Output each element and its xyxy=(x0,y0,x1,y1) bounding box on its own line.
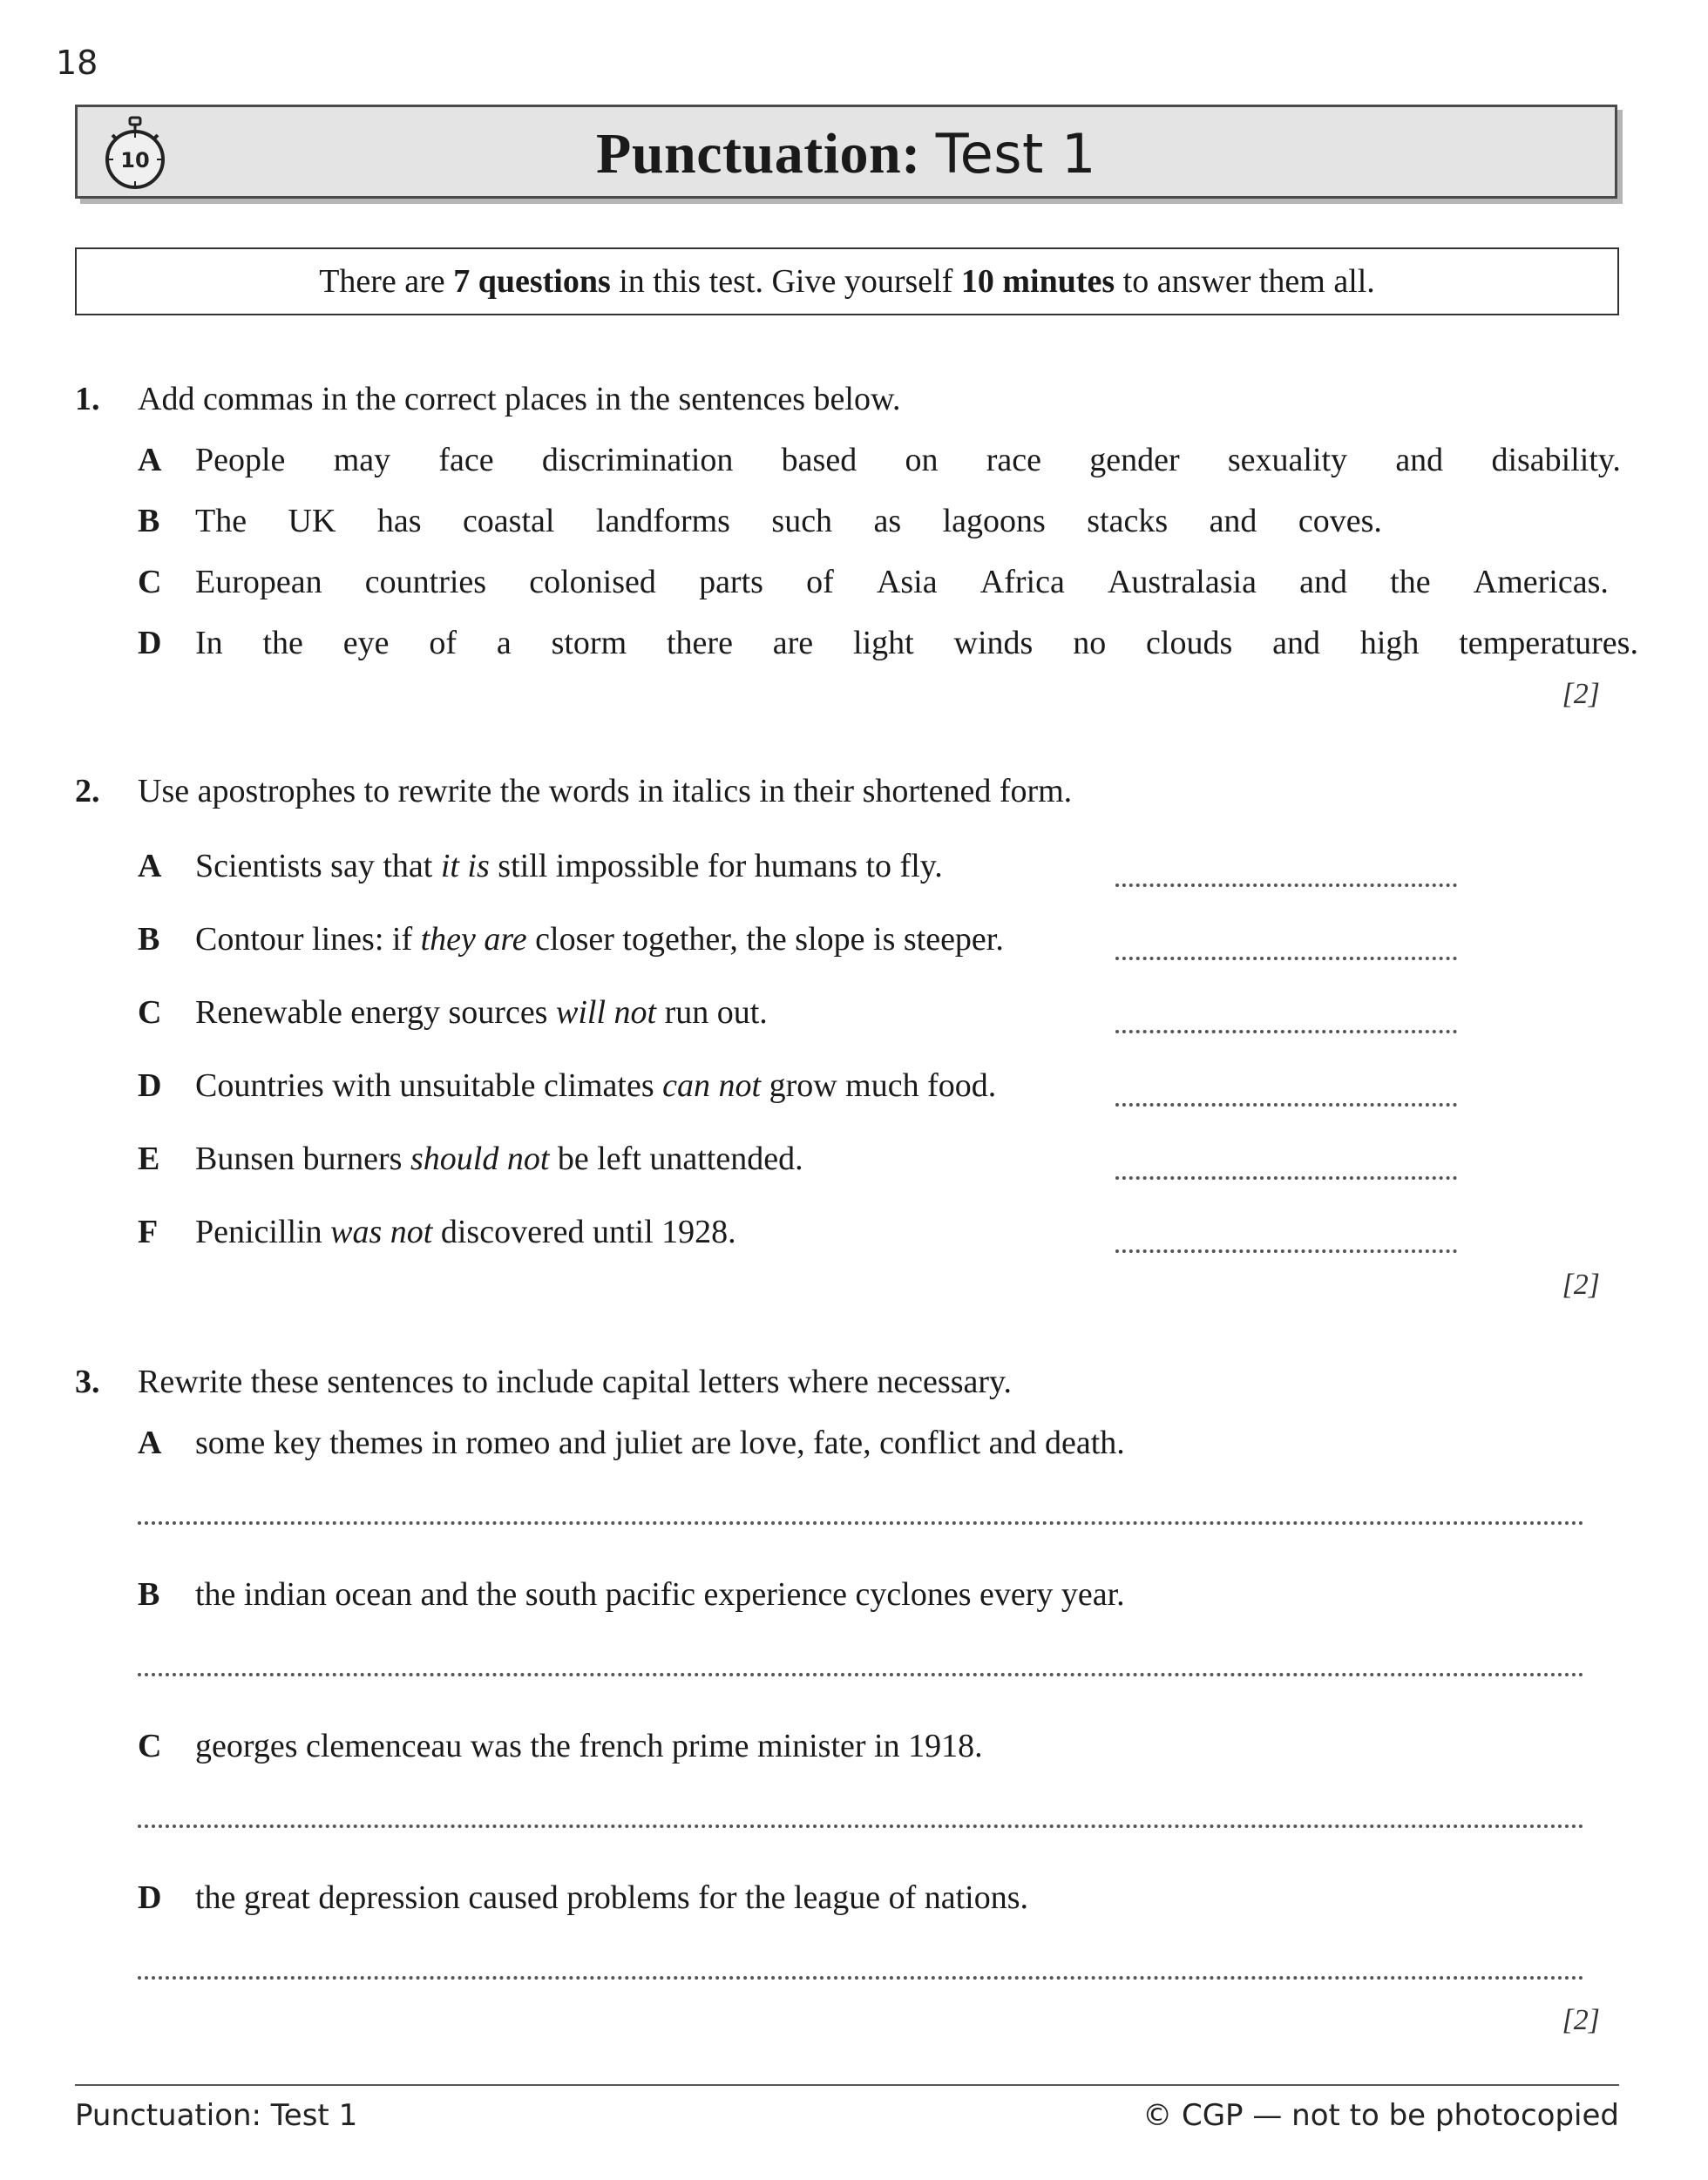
sentence-word: clouds xyxy=(1146,625,1233,661)
sentence-word: a xyxy=(496,625,512,661)
sentence: some key themes in romeo and juliet are love, fate, conflict and death. xyxy=(195,1425,1125,1461)
info-text-2: in this test. Give yourself xyxy=(610,263,961,300)
sentence-word: coves. xyxy=(1298,503,1382,539)
item-letter: B xyxy=(138,921,160,958)
sentence-word: and xyxy=(1272,625,1320,661)
sentence: Scientists say that it is still impossible for humans to fly. xyxy=(195,848,943,884)
sentence-row xyxy=(195,502,1382,540)
footer-copyright: © CGP — not to be photocopied xyxy=(1142,2098,1619,2133)
sentence-word: face xyxy=(438,442,494,478)
answer-line[interactable] xyxy=(138,1521,1584,1525)
sentence-word: the xyxy=(1390,564,1431,600)
question-number: 3. xyxy=(75,1364,100,1400)
instructions-box xyxy=(75,247,1619,315)
answer-line[interactable] xyxy=(1115,1103,1457,1107)
sentence-word: stacks xyxy=(1087,503,1169,539)
sentence-row xyxy=(195,563,1609,601)
page-number: 18 xyxy=(56,44,98,82)
sentence-word: Africa xyxy=(979,564,1065,600)
answer-line[interactable] xyxy=(1115,1030,1457,1033)
item-letter: A xyxy=(138,1425,162,1461)
sentence-word: eye xyxy=(342,625,390,661)
sentence-word: Australasia xyxy=(1107,564,1257,600)
sentence-word: and xyxy=(1209,503,1257,539)
sentence-word: Asia xyxy=(876,564,938,600)
question-prompt: Rewrite these sentences to include capital letters where necessary. xyxy=(138,1364,1013,1400)
title-rest: Test 1 xyxy=(935,122,1096,186)
sentence-word: colonised xyxy=(529,564,656,600)
sentence-word: In xyxy=(195,625,223,661)
question-number: 1. xyxy=(75,381,100,417)
item-letter: B xyxy=(138,503,160,539)
info-text-1: There are xyxy=(319,263,454,300)
answer-line[interactable] xyxy=(138,1673,1584,1676)
title-bold: Punctuation: xyxy=(596,122,921,186)
page-title xyxy=(78,121,1615,187)
sentence-word: European xyxy=(195,564,322,600)
footer-rule xyxy=(75,2084,1619,2086)
item-letter: D xyxy=(138,1879,162,1916)
sentence-word: light xyxy=(853,625,914,661)
info-text-3: to answer them all. xyxy=(1115,263,1375,300)
item-letter: B xyxy=(138,1576,160,1613)
sentence-word: winds xyxy=(953,625,1034,661)
answer-line[interactable] xyxy=(1115,1176,1457,1180)
sentence-word: no xyxy=(1073,625,1107,661)
sentence-word: UK xyxy=(288,503,336,539)
sentence-word: lagoons xyxy=(942,503,1046,539)
sentence-word: there xyxy=(666,625,733,661)
sentence-word: temperatures. xyxy=(1459,625,1638,661)
sentence-word: such xyxy=(771,503,833,539)
sentence-word: the xyxy=(262,625,303,661)
sentence-word: may xyxy=(333,442,391,478)
sentence-word: of xyxy=(429,625,458,661)
timer-label: 10 xyxy=(120,148,150,173)
item-letter: A xyxy=(138,442,162,478)
info-questions: 7 questions xyxy=(453,263,611,300)
answer-line[interactable] xyxy=(1115,884,1457,887)
item-letter: A xyxy=(138,848,162,884)
item-letter: D xyxy=(138,625,162,661)
sentence-word: are xyxy=(772,625,814,661)
question-prompt: Use apostrophes to rewrite the words in italics in their shortened form. xyxy=(138,773,1073,809)
marks-label: [2] xyxy=(1562,2004,1600,2036)
sentence-word: has xyxy=(376,503,422,539)
sentence-word: of xyxy=(806,564,834,600)
marks-label: [2] xyxy=(1562,678,1600,710)
sentence-word: People xyxy=(195,442,286,478)
sentence-word: The xyxy=(195,503,247,539)
footer-title: Punctuation: Test 1 xyxy=(75,2098,358,2133)
answer-line[interactable] xyxy=(138,1976,1584,1980)
item-letter: D xyxy=(138,1067,162,1104)
sentence-word: storm xyxy=(551,625,627,661)
item-letter: C xyxy=(138,1728,162,1764)
sentence-word: and xyxy=(1395,442,1444,478)
sentence-word: gender xyxy=(1089,442,1180,478)
sentence-word: based xyxy=(781,442,857,478)
sentence: Penicillin was not discovered until 1928. xyxy=(195,1214,736,1250)
sentence-row xyxy=(195,624,1638,662)
answer-line[interactable] xyxy=(1115,1249,1457,1253)
sentence: Renewable energy sources will not run out. xyxy=(195,994,768,1031)
sentence: Countries with unsuitable climates can not grow much food. xyxy=(195,1067,997,1104)
info-minutes: 10 minutes xyxy=(960,263,1115,300)
sentence-word: disability. xyxy=(1491,442,1621,478)
sentence: georges clemenceau was the french prime minister in 1918. xyxy=(195,1728,983,1764)
sentence-word: landforms xyxy=(595,503,730,539)
sentence-word: sexuality xyxy=(1227,442,1348,478)
sentence-word: high xyxy=(1359,625,1420,661)
sentence: Bunsen burners should not be left unattended. xyxy=(195,1141,803,1177)
answer-line[interactable] xyxy=(138,1825,1584,1828)
sentence-word: and xyxy=(1299,564,1347,600)
item-letter: C xyxy=(138,564,162,600)
sentence-word: on xyxy=(905,442,939,478)
sentence-word: Americas. xyxy=(1473,564,1609,600)
item-letter: E xyxy=(138,1141,160,1177)
sentence-word: parts xyxy=(699,564,763,600)
marks-label: [2] xyxy=(1562,1269,1600,1301)
sentence: the great depression caused problems for the league of nations. xyxy=(195,1879,1029,1916)
sentence: Contour lines: if they are closer together, the slope is steeper. xyxy=(195,921,1004,958)
sentence-word: countries xyxy=(364,564,487,600)
sentence-row xyxy=(195,441,1621,479)
sentence-word: coastal xyxy=(462,503,555,539)
item-letter: F xyxy=(138,1214,159,1250)
sentence-word: as xyxy=(873,503,902,539)
sentence: the indian ocean and the south pacific experience cyclones every year. xyxy=(195,1576,1125,1613)
sentence-word: race xyxy=(986,442,1041,478)
question-number: 2. xyxy=(75,773,100,809)
item-letter: C xyxy=(138,994,162,1031)
answer-line[interactable] xyxy=(1115,957,1457,960)
title-banner xyxy=(75,105,1617,199)
sentence-word: discrimination xyxy=(541,442,734,478)
question-prompt: Add commas in the correct places in the sentences below. xyxy=(138,381,901,417)
